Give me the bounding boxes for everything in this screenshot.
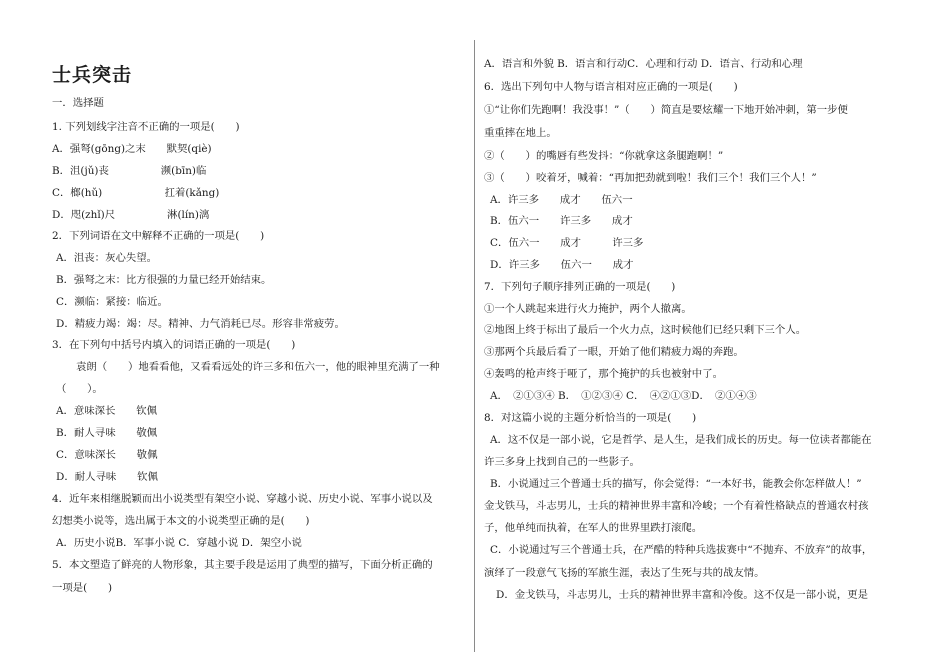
right-line-14: ③那两个兵最后看了一眼，开始了他们精疲力竭的奔跑。 [484, 346, 744, 358]
left-line-1: 一．选择题 [52, 97, 104, 109]
left-line-23: 一项是( ) [52, 582, 113, 594]
page-title: 士兵突击 [52, 64, 133, 86]
left-line-14: （ ）。 [56, 383, 103, 395]
left-line-13: 袁朗（ ）地看看他，又看看远处的许三多和伍六一，他的眼神里充满了一种 [76, 361, 440, 373]
left-line-17: C．意味深长 敬佩 [56, 449, 158, 461]
left-line-5: C．榔(hǔ) 扛着(kǎng) [52, 187, 220, 199]
right-line-2: 6．选出下列句中人物与语言相对应正确的一项是( ) [484, 81, 738, 93]
right-line-4: 重重摔在地上。 [484, 127, 557, 139]
left-line-18: D．耐人寻味 钦佩 [56, 471, 158, 483]
right-line-12: ①一个人跳起来进行火力掩护，两个人撤离。 [484, 303, 692, 315]
left-line-8: A．沮丧：灰心失望。 [56, 252, 158, 264]
right-line-25: D．金戈铁马，斗志男儿，士兵的精神世界丰富和冷俊。这不仅是一部小说，更是 [496, 589, 868, 601]
right-line-24: 演绎了一段意气飞扬的军旅生涯，表达了生死与共的战友情。 [484, 567, 765, 579]
right-line-9: C．伍六一 成才 许三多 [490, 237, 644, 249]
left-line-9: B．强弩之末：比方很强的力量已经开始结束。 [56, 274, 272, 286]
left-line-3: A．强弩(gōng)之末 默契(qiè) [52, 143, 212, 155]
right-line-8: B．伍六一 许三多 成才 [490, 215, 633, 227]
right-line-20: B．小说通过三个普通士兵的描写，你会觉得：“一本好书，能教会你怎样做人！” [490, 478, 862, 490]
right-line-13: ②地图上终于标出了最后一个火力点，这时候他们已经只剩下三个人。 [484, 324, 807, 336]
left-line-6: D．咫(zhǐ)尺 淋(lín)漓 [52, 209, 210, 221]
right-line-5: ②（ ）的嘴唇有些发抖：“你就拿这条腿跑啊！” [484, 150, 724, 162]
left-line-2: 1. 下列划线字注音不正确的一项是( ) [52, 121, 240, 133]
right-line-16: A． ②①③④ B． ①②③④ C． ④②①③D． ②①④③ [490, 390, 757, 402]
left-line-4: B．沮(jǔ)丧 濒(bīn)临 [52, 165, 207, 177]
column-divider [474, 40, 475, 652]
right-line-6: ③（ ）咬着牙，喊着：“再加把劲就到啦！我们三个！我们三个人！” [484, 172, 817, 184]
right-line-23: C．小说通过写三个普通士兵，在严酷的特种兵选拔赛中“不抛弃、不放弃”的故事， [490, 544, 873, 556]
right-line-22: 子，他单纯而执着，在军人的世界里跌打滚爬。 [484, 522, 703, 534]
right-line-1: A．语言和外貌 B．语言和行动C．心理和行动 D．语言、行动和心理 [484, 58, 803, 70]
left-line-12: 3．在下列句中括号内填入的词语正确的一项是( ) [52, 339, 296, 351]
right-line-21: 金戈铁马，斗志男儿，士兵的精神世界丰富和冷峻；一个有着性格缺点的普通农村孩 [484, 500, 869, 512]
left-line-20: 幻想类小说等，选出属于本文的小说类型正确的是( ) [52, 515, 310, 527]
left-line-21: A．历史小说B．军事小说 C．穿越小说 D．架空小说 [56, 537, 302, 549]
left-line-19: 4．近年来相继脱颖而出小说类型有架空小说、穿越小说、历史小说、军事小说以及 [52, 493, 433, 505]
left-line-22: 5．本文塑造了鲜亮的人物形象，其主要手段是运用了典型的描写，下面分析正确的 [52, 559, 433, 571]
right-line-11: 7．下列句子顺序排列正确的一项是( ) [484, 281, 676, 293]
right-line-15: ④轰鸣的枪声终于哑了，那个掩护的兵也被射中了。 [484, 368, 723, 380]
right-line-7: A．许三多 成才 伍六一 [490, 194, 633, 206]
left-line-11: D．精疲力竭：竭：尽。精神、力气消耗已尽。形容非常疲劳。 [56, 318, 345, 330]
left-line-10: C．濒临：紧接：临近。 [56, 296, 168, 308]
right-line-10: D．许三多 伍六一 成才 [490, 259, 634, 271]
right-line-19: 许三多身上找到自己的一些影子。 [484, 456, 640, 468]
left-line-15: A．意味深长 钦佩 [56, 405, 158, 417]
right-line-17: 8．对这篇小说的主题分析恰当的一项是( ) [484, 412, 697, 424]
left-line-7: 2．下列词语在文中解释不正确的一项是( ) [52, 230, 265, 242]
right-line-3: ①“让你们先跑啊！我没事！”（ ）简直是要炫耀一下地开始冲刺，第一步便 [484, 104, 848, 116]
left-line-16: B．耐人寻味 敬佩 [56, 427, 158, 439]
right-line-18: A．这不仅是一部小说，它是哲学、是人生，是我们成长的历史。每一位读者都能在 [490, 434, 872, 446]
